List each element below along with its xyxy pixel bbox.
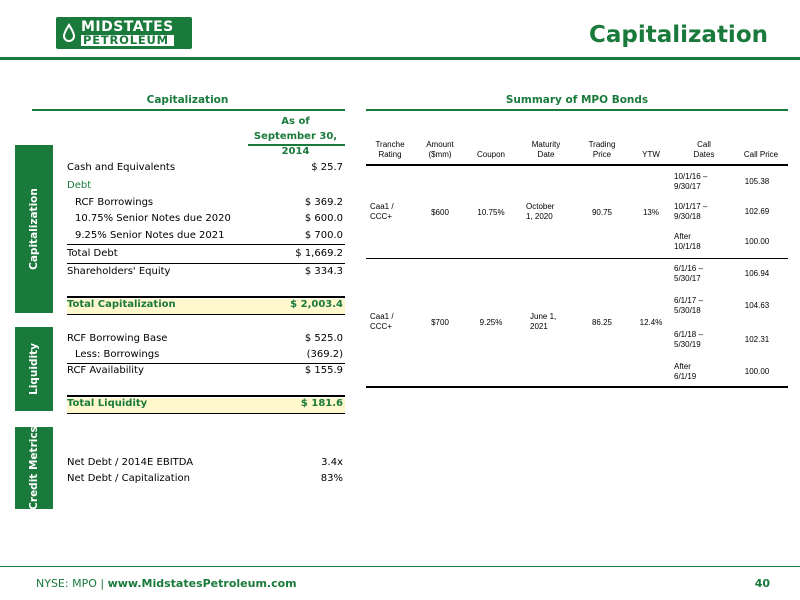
oil-drop-icon xyxy=(62,22,76,44)
bonds-header-rule xyxy=(366,164,788,166)
bond2-call2-dates xyxy=(674,296,726,316)
as-of-date: September 30, 2014 xyxy=(253,131,338,157)
less-borrowings-row xyxy=(67,349,345,364)
bond1-call1-dates xyxy=(674,172,726,192)
bond2-call3-line2: 5/30/19 xyxy=(674,340,701,349)
header-maturity-line2: Date xyxy=(537,150,555,159)
bonds-heading: Summary of MPO Bonds xyxy=(505,94,649,106)
total-liquidity-top-rule xyxy=(67,395,345,397)
net-debt-cap-row xyxy=(67,473,345,488)
logo-line2: PETROLEUM xyxy=(81,35,174,47)
debt-row xyxy=(67,180,345,195)
header-maturity-line1: Maturity xyxy=(531,140,561,149)
bond1-call2-dates xyxy=(674,202,726,222)
bond2-call3-dates xyxy=(674,330,726,350)
liquidity-side-label: Liquidity xyxy=(28,343,40,395)
bond2-rating xyxy=(370,312,404,332)
capitalization-heading-rule xyxy=(32,109,345,111)
logo-line1: MIDSTATES xyxy=(81,18,174,35)
bond1-ytw: 13% xyxy=(642,208,659,217)
bond2-coupon: 9.25% xyxy=(479,318,503,327)
bond1-rating-line2: CCC+ xyxy=(370,212,393,221)
header-rating: Rating xyxy=(378,150,402,159)
cash-value: $ 25.7 xyxy=(311,162,343,173)
net-debt-cap-value: 83% xyxy=(320,473,343,484)
bond1-call3-price: 100.00 xyxy=(744,237,770,246)
less-borrowings-value: (369.2) xyxy=(306,349,343,360)
bond1-call3-dates xyxy=(674,232,726,252)
net-debt-ebitda-value: 3.4x xyxy=(321,457,343,468)
bond1-rating xyxy=(370,202,404,222)
header-call-price: Call Price xyxy=(743,150,779,159)
bond1-maturity-line1: October xyxy=(526,202,555,211)
equity-value: $ 334.3 xyxy=(304,266,343,277)
header-trading-price xyxy=(578,140,626,160)
capitalization-side-label: Capitalization xyxy=(28,188,40,270)
bond1-call2-line1: 10/1/17 – xyxy=(674,202,708,211)
notes-2020-label: 10.75% Senior Notes due 2020 xyxy=(75,213,231,224)
bond1-call2-line2: 9/30/18 xyxy=(674,212,701,221)
total-debt-value: $ 1,669.2 xyxy=(295,248,343,259)
header-trading-line1: Trading xyxy=(588,140,616,149)
total-liquidity-bottom-rule xyxy=(67,413,345,414)
total-liquidity-value: $ 181.6 xyxy=(300,398,343,409)
page-title: Capitalization xyxy=(589,22,768,48)
rcf-base-value: $ 525.0 xyxy=(304,333,343,344)
rcf-availability-value: $ 155.9 xyxy=(304,365,343,376)
company-logo xyxy=(56,17,192,49)
bond2-call1-price: 106.94 xyxy=(744,269,770,278)
rcf-base-row xyxy=(67,333,345,348)
total-debt-label: Total Debt xyxy=(67,248,118,259)
header-coupon: Coupon xyxy=(476,150,506,159)
capitalization-heading: Capitalization xyxy=(146,94,229,106)
liquidity-side-bar xyxy=(15,327,53,411)
net-debt-ebitda-row xyxy=(67,457,345,472)
rcf-borrowings-value: $ 369.2 xyxy=(304,197,343,208)
bond2-call2-line2: 5/30/18 xyxy=(674,306,701,315)
bonds-heading-rule xyxy=(366,109,788,111)
header-amount-line2: ($mm) xyxy=(428,150,452,159)
rcf-availability-row xyxy=(67,365,345,380)
equity-row xyxy=(67,266,345,281)
capitalization-side-bar xyxy=(15,145,53,313)
total-capitalization-value: $ 2,003.4 xyxy=(290,299,343,310)
bond1-maturity-line2: 1, 2020 xyxy=(526,212,553,221)
bond2-maturity-line1: June 1, xyxy=(530,312,557,321)
header-maturity xyxy=(522,140,570,160)
debt-label: Debt xyxy=(67,180,92,191)
notes-2020-row xyxy=(67,213,345,228)
bond2-call1-line1: 6/1/16 – xyxy=(674,264,703,273)
bond2-call3-line1: 6/1/18 – xyxy=(674,330,703,339)
total-cap-bottom-rule xyxy=(67,314,345,315)
footer-website-link[interactable]: www.MidstatesPetroleum.com xyxy=(107,577,297,590)
rcf-borrowings-row xyxy=(67,197,345,212)
bonds-bottom-rule xyxy=(366,386,788,388)
header-call-dates xyxy=(674,140,734,160)
header-call-line2: Dates xyxy=(693,150,715,159)
notes-2020-value: $ 600.0 xyxy=(304,213,343,224)
as-of-header xyxy=(248,114,343,159)
notes-2021-label: 9.25% Senior Notes due 2021 xyxy=(75,230,225,241)
net-debt-cap-label: Net Debt / Capitalization xyxy=(67,473,190,484)
equity-rule xyxy=(67,263,345,264)
total-capitalization-row xyxy=(67,299,345,314)
page-number: 40 xyxy=(754,577,770,590)
bond2-call2-line1: 6/1/17 – xyxy=(674,296,703,305)
rcf-borrowings-label: RCF Borrowings xyxy=(75,197,154,208)
notes-2021-row xyxy=(67,230,345,245)
footer-ticker: NYSE: MPO | xyxy=(36,577,108,590)
header-ytw: YTW xyxy=(642,150,660,159)
bond1-call1-line1: 10/1/16 – xyxy=(674,172,708,181)
bond2-call1-line2: 5/30/17 xyxy=(674,274,701,283)
footer-text xyxy=(36,577,297,590)
bond1-rating-line1: Caa1 / xyxy=(370,202,394,211)
bond1-call1-line2: 9/30/17 xyxy=(674,182,701,191)
bond1-price: 90.75 xyxy=(591,208,613,217)
bond1-amount: $600 xyxy=(431,208,449,217)
total-cap-top-rule xyxy=(67,296,345,298)
total-liquidity-label: Total Liquidity xyxy=(67,398,148,409)
credit-metrics-side-bar xyxy=(15,427,53,509)
bond1-maturity xyxy=(526,202,570,222)
bond2-rating-line1: Caa1 / xyxy=(370,312,394,321)
net-debt-ebitda-label: Net Debt / 2014E EBITDA xyxy=(67,457,194,468)
footer-divider xyxy=(0,566,800,567)
as-of-label: As of xyxy=(281,116,310,127)
bond2-ytw: 12.4% xyxy=(639,318,663,327)
rcf-base-label: RCF Borrowing Base xyxy=(67,333,168,344)
bond1-call2-price: 102.69 xyxy=(744,207,770,216)
total-capitalization-label: Total Capitalization xyxy=(67,299,176,310)
bond2-call4-price: 100.00 xyxy=(744,367,770,376)
bond2-call2-price: 104.63 xyxy=(744,301,770,310)
rcf-availability-label: RCF Availability xyxy=(67,365,144,376)
header-divider xyxy=(0,57,800,60)
less-borrowings-label: Less: Borrowings xyxy=(75,349,160,360)
bond2-call4-dates xyxy=(674,362,726,382)
bond2-call3-price: 102.31 xyxy=(744,335,770,344)
bonds-row-divider xyxy=(366,258,788,259)
header-amount-line1: Amount xyxy=(426,140,454,149)
bond2-call4-line1: After xyxy=(674,362,691,371)
bond2-maturity-line2: 2021 xyxy=(530,322,548,331)
bond2-maturity xyxy=(530,312,570,332)
bond1-call3-line2: 10/1/18 xyxy=(674,242,701,251)
bond1-call1-price: 105.38 xyxy=(744,177,770,186)
header-call-line1: Call xyxy=(697,140,711,149)
total-liquidity-row xyxy=(67,398,345,413)
total-debt-rule xyxy=(67,244,345,245)
equity-label: Shareholders' Equity xyxy=(67,266,171,277)
bond1-coupon: 10.75% xyxy=(477,208,505,217)
header-amount xyxy=(420,140,460,160)
bond2-call1-dates xyxy=(674,264,726,284)
bond2-call4-line2: 6/1/19 xyxy=(674,372,697,381)
credit-metrics-side-label: Credit Metrics xyxy=(28,426,40,510)
cash-label: Cash and Equivalents xyxy=(67,162,176,173)
header-tranche-rating xyxy=(366,140,414,160)
header-tranche: Tranche xyxy=(375,140,405,149)
as-of-rule xyxy=(248,144,345,146)
cash-row xyxy=(67,162,345,177)
bond2-amount: $700 xyxy=(431,318,449,327)
bond1-call3-line1: After xyxy=(674,232,691,241)
total-debt-row xyxy=(67,248,345,263)
rcf-availability-rule xyxy=(67,363,345,364)
bond2-rating-line2: CCC+ xyxy=(370,322,393,331)
header-trading-line2: Price xyxy=(592,150,612,159)
bond2-price: 86.25 xyxy=(591,318,613,327)
notes-2021-value: $ 700.0 xyxy=(304,230,343,241)
